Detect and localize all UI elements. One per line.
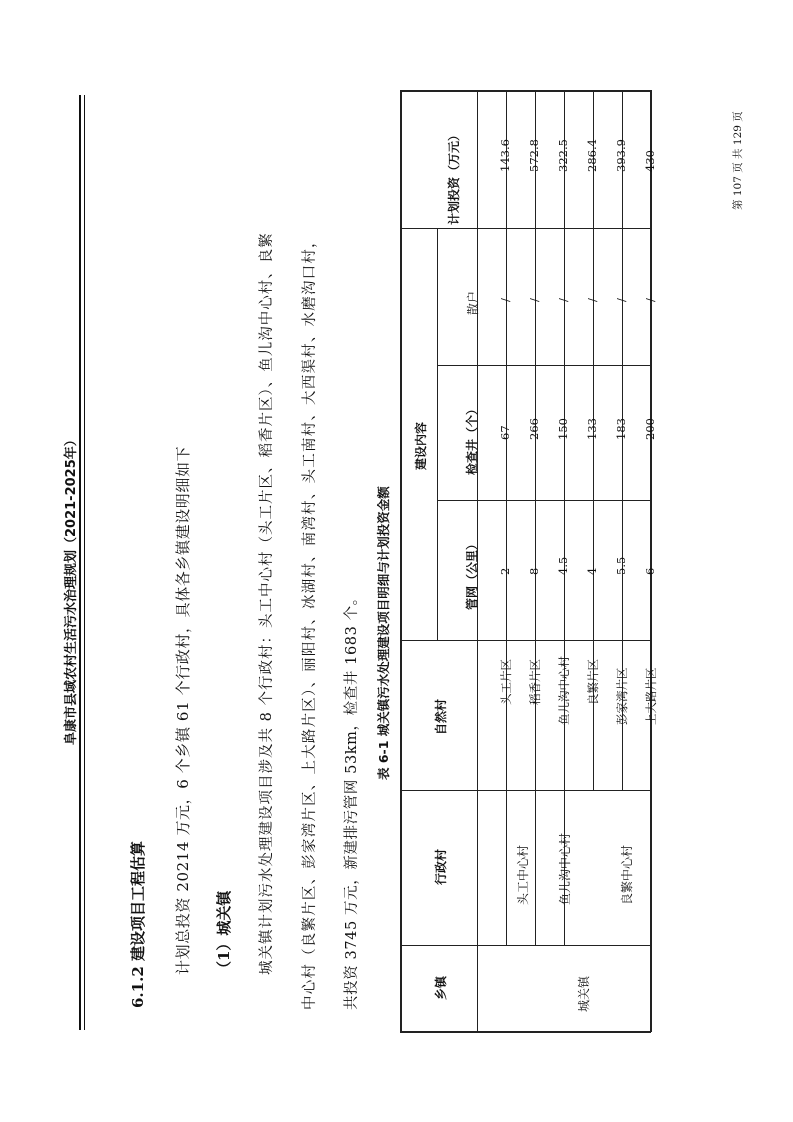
header-scattered: 散户 [466, 290, 480, 315]
section-heading: 6.1.2 建设项目工程估算 [129, 841, 147, 1008]
investment-cell: 143.6 [498, 139, 512, 172]
body-paragraph-line-1: 城关镇计划污水处理建设项目涉及共 8 个行政村：头工中心村（头工片区、稻香片区）、鱼儿沟中心村、良繁 [259, 232, 275, 975]
investment-cell: 572.8 [527, 139, 541, 172]
body-paragraph-line-3: 共投资 3745 万元，新建排污管网 53km，检查井 1683 个。 [344, 590, 360, 1010]
sub-heading: （1）城关镇 [215, 890, 233, 976]
scattered-cell: / [556, 298, 570, 302]
pipe-length-cell: 4.5 [556, 556, 570, 575]
inspection-well-cell: 133 [585, 418, 599, 440]
table-caption: 表 6-1 城关镇污水处理建设项目明细与计划投资金额 [376, 486, 391, 780]
scattered-cell: / [527, 298, 541, 302]
body-paragraph-line-2: 中心村（良繁片区、彭家湾片区、上大路片区）、丽阳村、冰湖村、南湾村、头工南村、大西渠村、水磨沟口村， [302, 232, 318, 1010]
natural-village-cell: 稻香片区 [528, 659, 542, 705]
inspection-well-cell: 67 [498, 425, 512, 440]
natural-village-cell: 彭家湾片区 [615, 667, 629, 725]
pipe-length-cell: 5.5 [614, 556, 628, 575]
inspection-well-cell: 200 [643, 418, 657, 440]
investment-cell: 430 [643, 150, 657, 172]
investment-cell: 286.4 [585, 139, 599, 172]
natural-village-cell: 上大路片区 [644, 667, 658, 725]
admin-village-cell: 良繁中心村 [620, 844, 634, 905]
header-rule-thick [79, 95, 81, 1030]
header-investment: 计划投资（万元） [447, 128, 461, 225]
scattered-cell: / [614, 298, 628, 302]
header-natural-village: 自然村 [434, 698, 448, 735]
header-pipe: 管网（公里） [465, 537, 479, 610]
township-cell: 城关镇 [577, 975, 591, 1012]
pipe-length-cell: 8 [527, 567, 541, 575]
header-well: 检查井（个） [465, 402, 479, 475]
intro-paragraph: 计划总投资 20214 万元，6 个乡镇 61 个行政村，具体各乡镇建设明细如下 [174, 445, 192, 975]
natural-village-cell: 鱼儿沟中心村 [557, 656, 571, 725]
natural-village-cell: 头工片区 [499, 659, 513, 705]
scattered-cell: / [498, 298, 512, 302]
header-title: 阜康市县域农村生活污水治理规划（2021-2025年） [64, 433, 79, 745]
scattered-cell: / [585, 298, 599, 302]
admin-village-cell: 头工中心村 [516, 844, 530, 905]
investment-cell: 393.9 [614, 139, 628, 172]
inspection-well-cell: 183 [614, 418, 628, 440]
natural-village-cell: 良繁片区 [586, 659, 600, 705]
header-admin-village: 行政村 [434, 848, 448, 885]
inspection-well-cell: 266 [527, 418, 541, 440]
header-content: 建设内容 [414, 421, 428, 470]
inspection-well-cell: 150 [556, 418, 570, 440]
pipe-length-cell: 6 [643, 567, 657, 575]
pipe-length-cell: 2 [498, 567, 512, 575]
page-number: 第 107 页 共 129 页 [732, 111, 744, 210]
admin-village-cell: 鱼儿沟中心村 [558, 832, 572, 905]
pipe-length-cell: 4 [585, 567, 599, 575]
header-rule-thin [84, 95, 85, 1030]
header-township: 乡镇 [434, 975, 448, 1000]
scattered-cell: / [643, 298, 657, 302]
investment-cell: 322.5 [556, 139, 570, 172]
